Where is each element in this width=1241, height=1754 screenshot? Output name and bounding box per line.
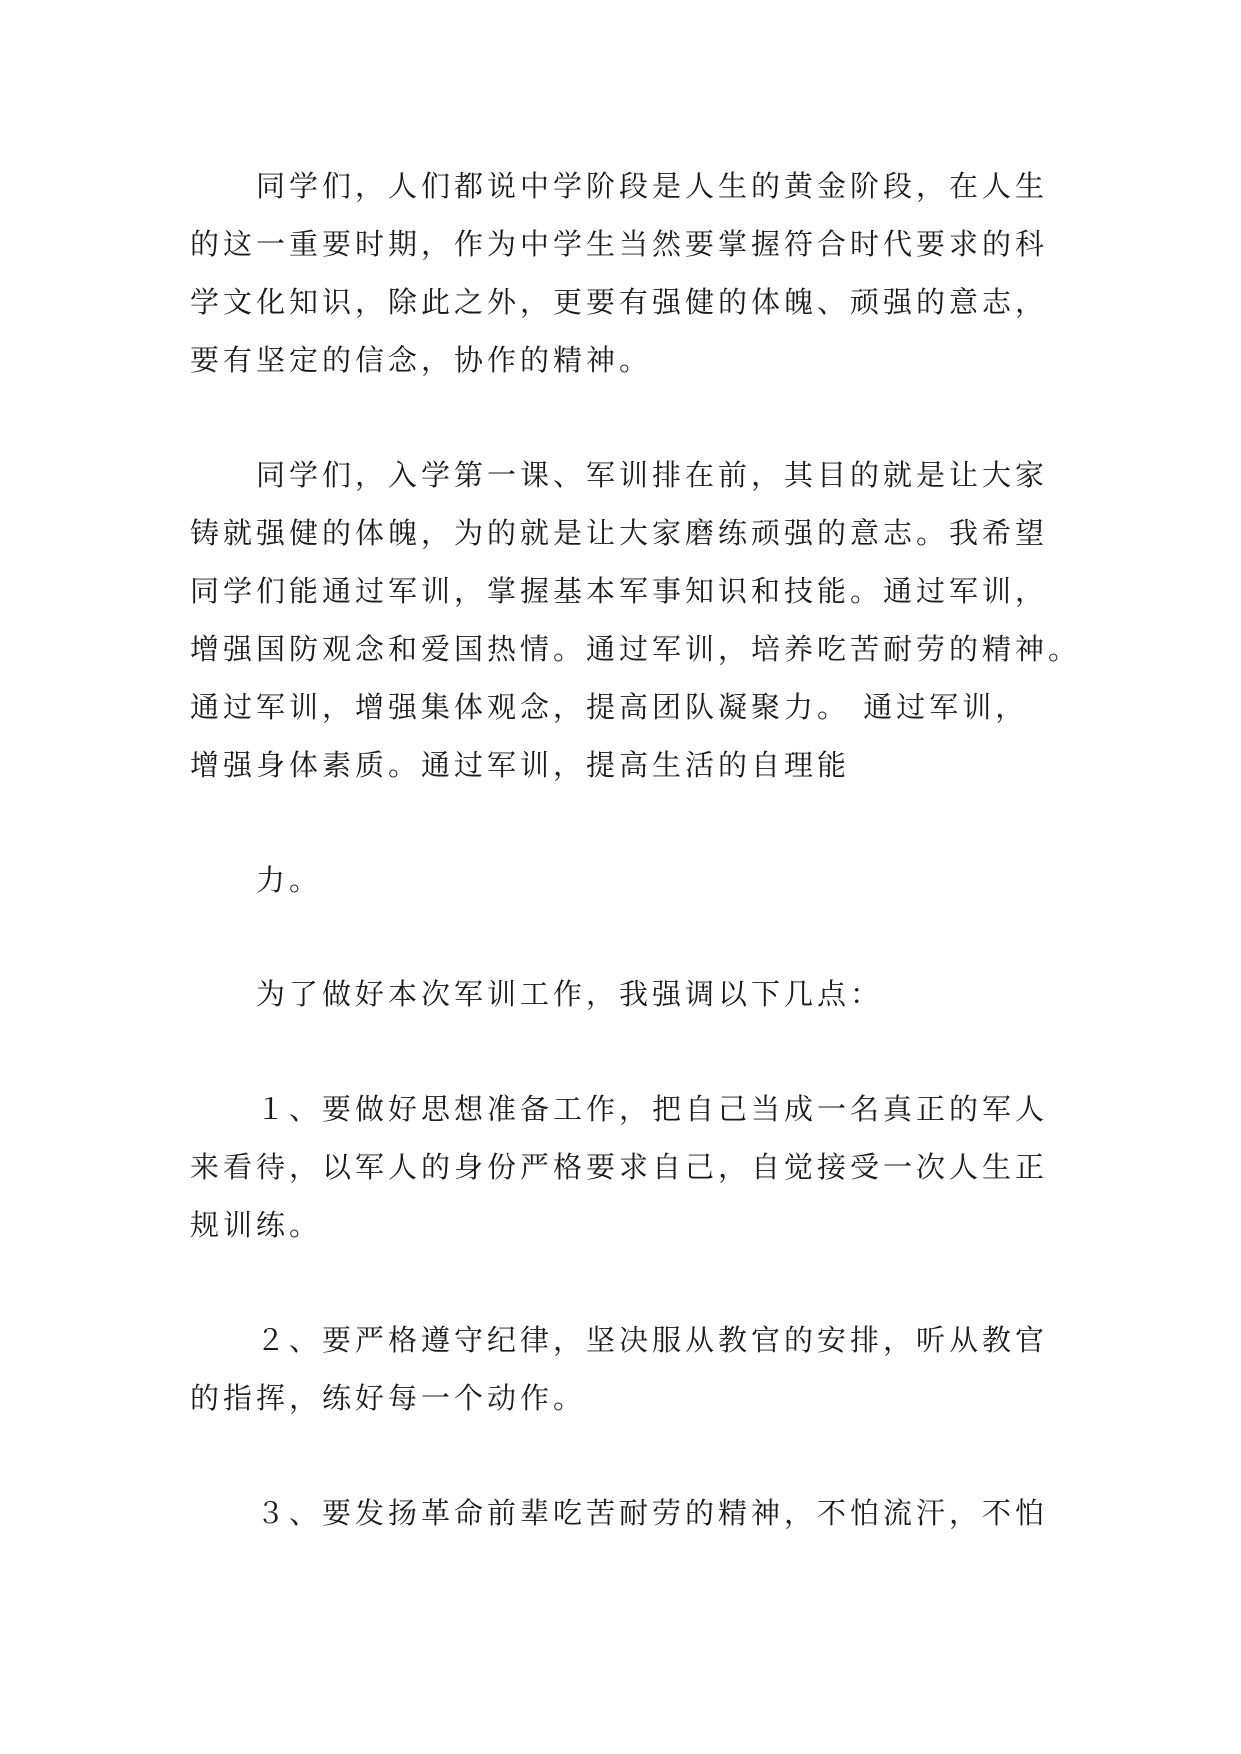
paragraph-1-line-1: 同学们，人们都说中学阶段是人生的黄金阶段，在人生	[190, 169, 1049, 203]
paragraph-2-line-2: 铸就强健的体魄，为的就是让大家磨练顽强的意志。我希望	[190, 516, 1049, 550]
paragraph-2-line-6: 增强身体素质。通过军训，提高生活的自理能	[190, 748, 851, 782]
paragraph-4-line-1: 为了做好本次军训工作，我强调以下几点：	[190, 977, 884, 1011]
paragraph-5-line-1: １、要做好思想准备工作，把自己当成一名真正的军人	[190, 1092, 1049, 1126]
paragraph-5-line-3: 规训练。	[190, 1208, 323, 1242]
paragraph-5-line-2: 来看待，以军人的身份严格要求自己，自觉接受一次人生正	[190, 1150, 1049, 1184]
paragraph-2-line-1: 同学们，入学第一课、军训排在前，其目的就是让大家	[190, 458, 1049, 492]
paragraph-1-line-2: 的这一重要时期，作为中学生当然要掌握符合时代要求的科	[190, 227, 1049, 261]
paragraph-3-line-1: 力。	[190, 863, 323, 897]
paragraph-2-line-5: 通过军训，增强集体观念，提高团队凝聚力。 通过军训，	[190, 690, 1029, 724]
paragraph-2-line-4: 增强国防观念和爱国热情。通过军训，培养吃苦耐劳的精神。	[190, 632, 1082, 666]
paragraph-6-line-1: ２、要严格遵守纪律，坚决服从教官的安排，听从教官	[190, 1323, 1049, 1357]
paragraph-7-line-1: ３、要发扬革命前辈吃苦耐劳的精神，不怕流汗，不怕	[190, 1496, 1049, 1530]
paragraph-2-line-3: 同学们能通过军训，掌握基本军事知识和技能。通过军训，	[190, 574, 1049, 608]
paragraph-1-line-4: 要有坚定的信念，协作的精神。	[190, 343, 653, 377]
paragraph-1-line-3: 学文化知识，除此之外，更要有强健的体魄、顽强的意志，	[190, 285, 1049, 319]
paragraph-6-line-2: 的指挥，练好每一个动作。	[190, 1381, 587, 1415]
